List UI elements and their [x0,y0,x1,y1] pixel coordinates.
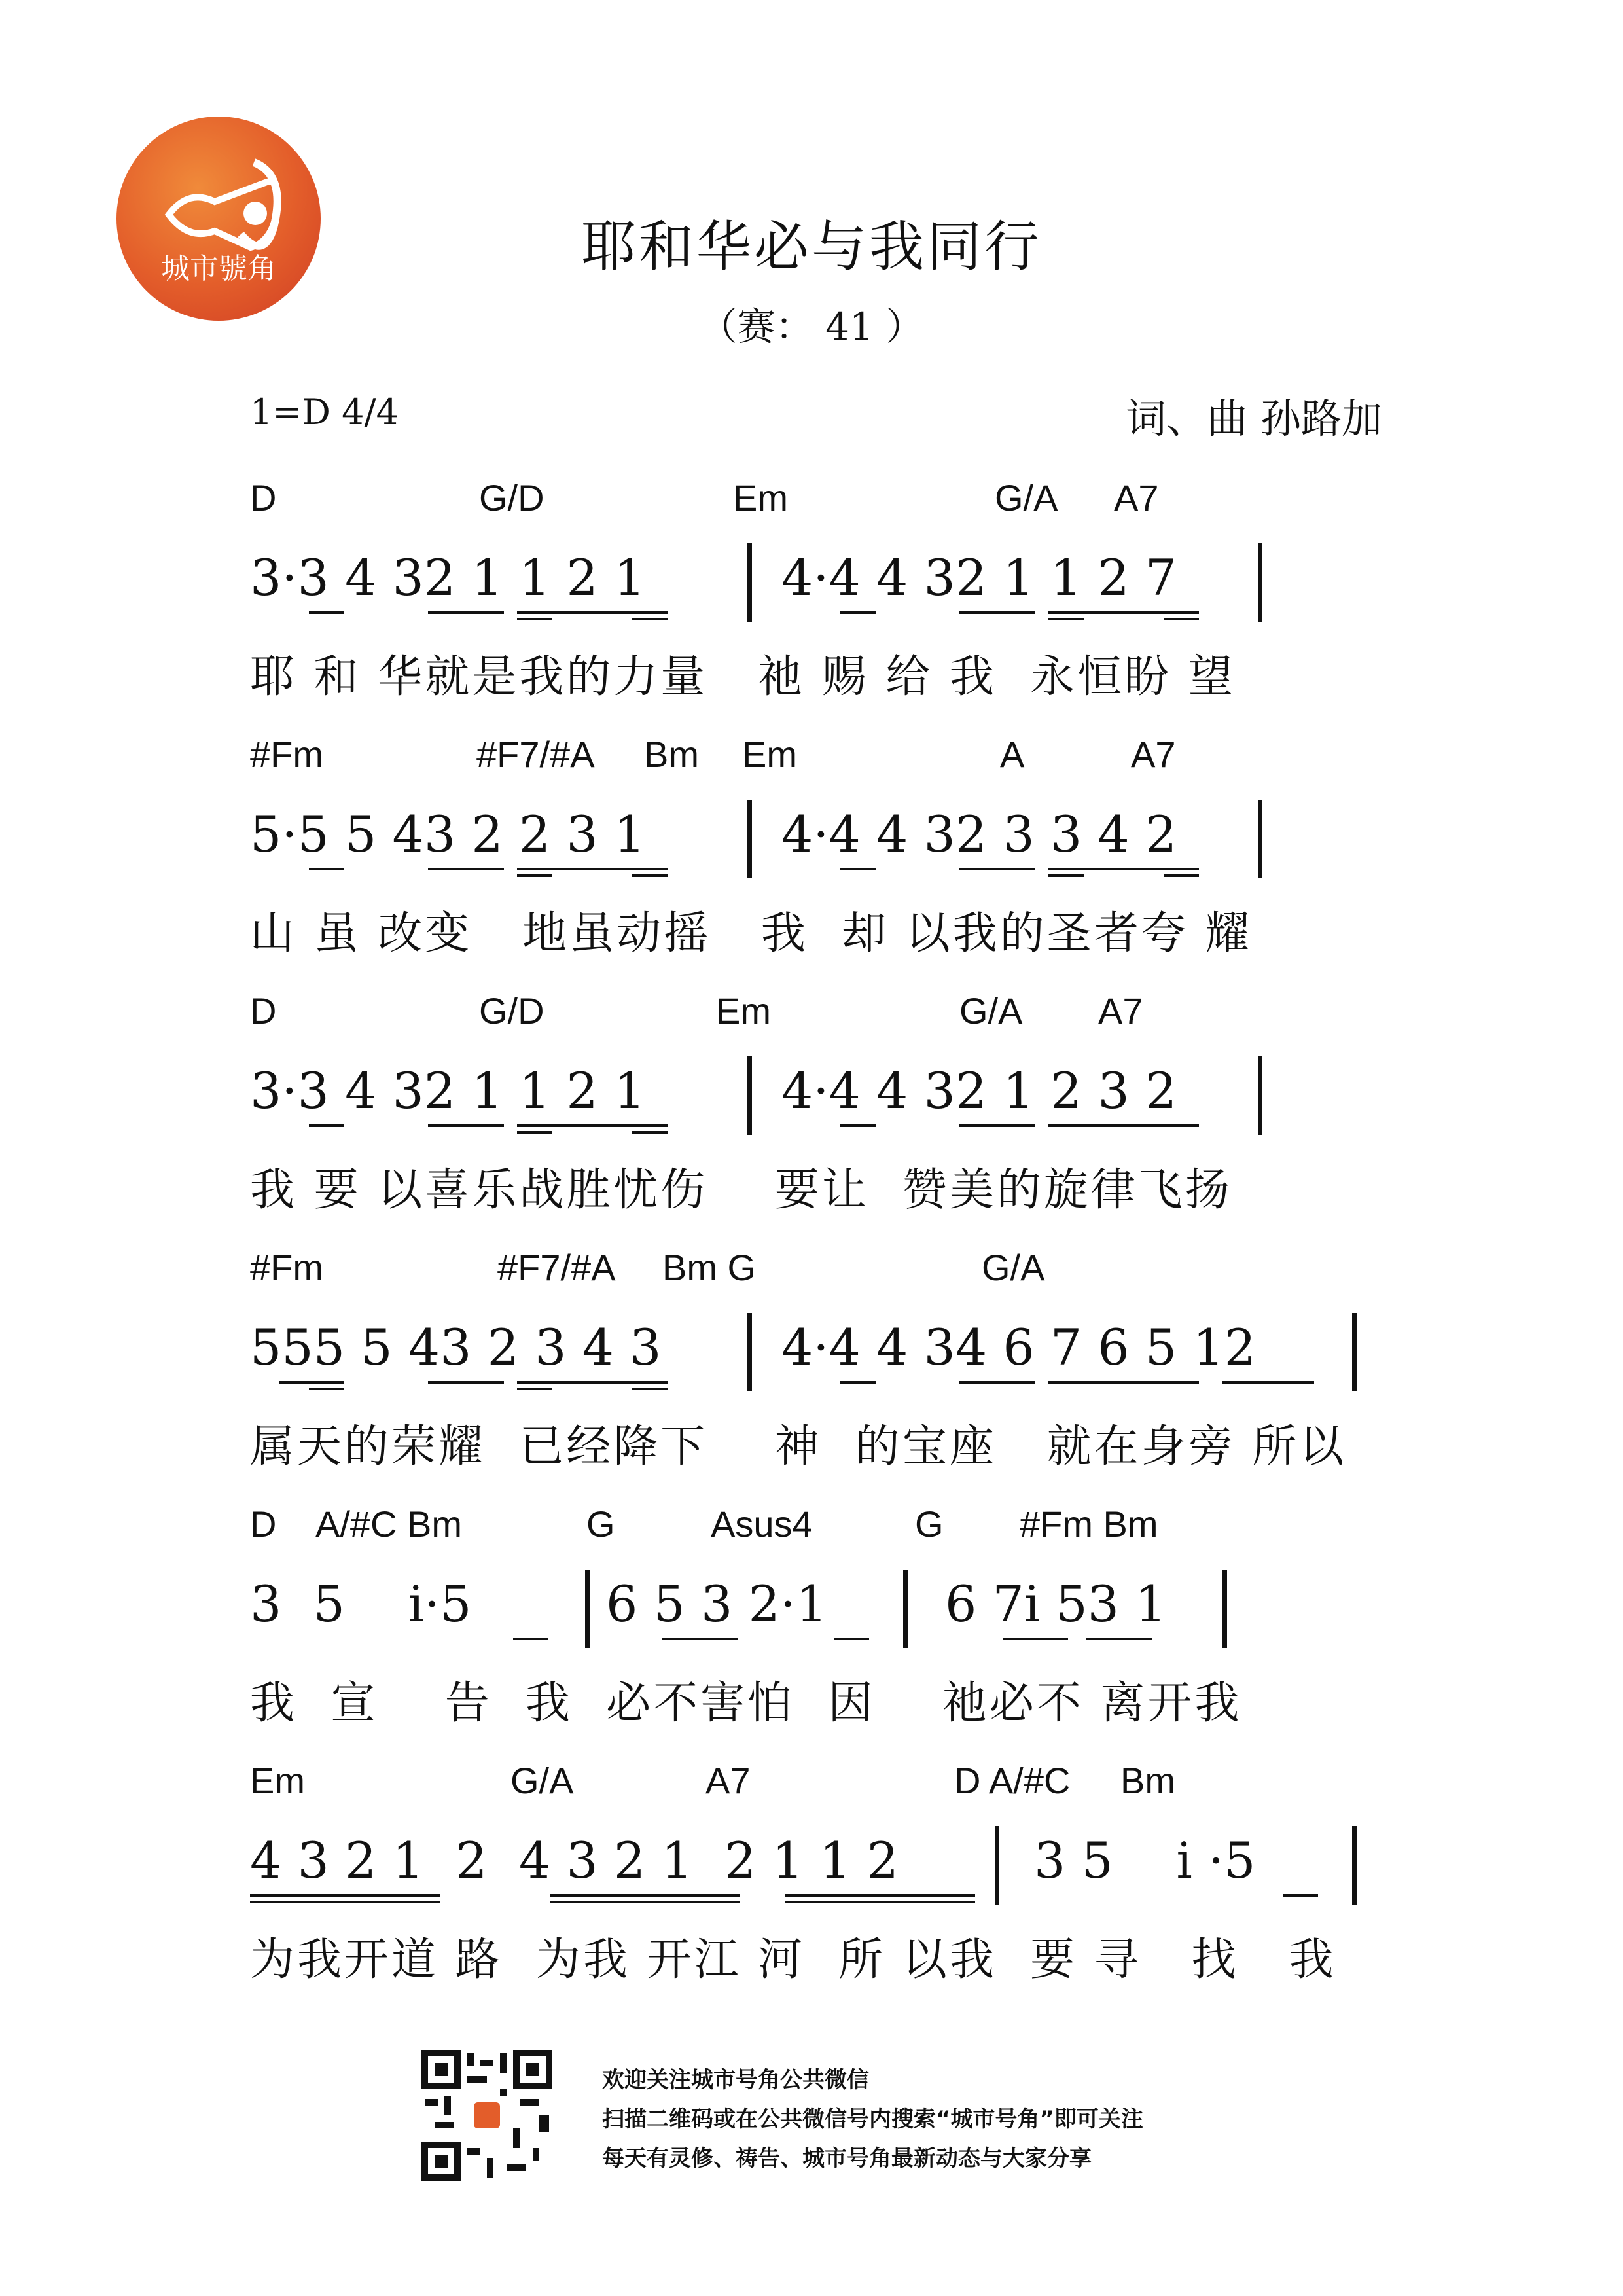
measure-notes: 5·5 5 43 2 2 3 1 [250,805,646,863]
barline [747,1313,752,1391]
measure-notes: 3 5 i ·5 [1034,1831,1256,1890]
barline [747,1056,752,1135]
underline [513,1638,548,1640]
underline [428,611,504,614]
chord: D [250,1503,277,1545]
barline [1222,1570,1227,1648]
underline [1003,1638,1068,1640]
chord: A7 [705,1760,751,1801]
underline [840,1124,876,1127]
underline [662,1638,738,1640]
chord: Asus4 [711,1503,813,1545]
notation-line [250,1062,1271,1134]
qr-code[interactable] [421,2050,552,2181]
lyric-line: 为我开道 路 为我 开江 河 所 以我 要 寻 找 我 [250,1934,1336,1986]
measure-notes: 6 7i 53 1 [945,1575,1167,1633]
footer-line: 扫描二维码或在公共微信号内搜索“城市号角”即可关注 [602,2106,1143,2132]
chord: G/D [479,990,544,1031]
underline [1048,1124,1199,1127]
barline [1258,800,1262,878]
barline [747,800,752,878]
underline [1048,618,1084,620]
barline [1352,1826,1357,1905]
barline [1258,1056,1262,1135]
chord: #F7/#A [476,734,595,775]
chord: #F7/#A [497,1247,616,1288]
barline [903,1570,908,1648]
chord: Em [716,990,771,1031]
lyric-line: 属天的荣耀 已经降下 神 的宝座 就在身旁 所以 [250,1421,1347,1473]
footer-line: 每天有灵修、祷告、城市号角最新动态与大家分享 [602,2145,1092,2172]
chord: G/A [982,1247,1045,1288]
underline [250,1894,440,1897]
lyric-line: 耶 和 华就是我的力量 祂 赐 给 我 永恒盼 望 [250,651,1236,703]
underline [517,611,668,614]
measure-notes: 3·3 4 32 1 1 2 1 [250,548,646,607]
chord: G [586,1503,615,1545]
measure-notes: 4 3 2 1 2 4 3 2 1 2 1 1 2 [250,1831,899,1890]
underline [959,868,1035,870]
notation-line [250,1831,1363,1903]
underline [632,1388,668,1390]
underline [1048,874,1084,877]
underline [1164,618,1199,620]
chord: G/D [479,477,544,518]
chord: Em [742,734,797,775]
underline [840,868,876,870]
underline [517,618,552,620]
underline [834,1638,869,1640]
underline [959,1124,1035,1127]
underline [517,1131,552,1134]
underline [517,1381,668,1384]
composer-credit: 词、曲 孙路加 [1126,395,1382,442]
underline [517,874,552,877]
notation-line [250,1318,1363,1390]
underline [428,868,504,870]
measure-notes: 3·3 4 32 1 1 2 1 [250,1062,646,1120]
underline [632,618,668,620]
underline [1164,874,1199,877]
underline [632,1131,668,1134]
underline [550,1901,740,1903]
notation-line [250,805,1271,877]
underline [840,1381,876,1384]
underline [785,1894,975,1897]
qr-code-icon [421,2050,552,2181]
underline [1048,611,1199,614]
song-title: 耶和华必与我同行 [580,215,1042,279]
chord: G/A [995,477,1058,518]
underline [428,1381,504,1384]
chord: D [250,990,277,1031]
underline [517,1388,552,1390]
underline [309,1124,344,1127]
chord: Em [733,477,788,518]
chord: D A/#C [954,1760,1071,1801]
chord: #Fm Bm [1020,1503,1158,1545]
underline [1222,1381,1314,1384]
measure-notes: 4·4 4 32 1 2 3 2 [781,1062,1177,1120]
measure-notes: 4·4 4 32 1 1 2 7 [781,548,1177,607]
chord: A7 [1131,734,1176,775]
barline [995,1826,999,1905]
chord: Bm [1120,1760,1175,1801]
underline [517,868,668,870]
chord: #Fm [250,1247,323,1288]
underline [1048,1381,1199,1384]
underline [550,1894,740,1897]
underline [959,611,1035,614]
underline [517,1124,668,1127]
chord: G/A [959,990,1023,1031]
underline [632,874,668,877]
underline [785,1901,975,1903]
barline [585,1570,590,1648]
underline [1086,1638,1152,1640]
underline [428,1124,504,1127]
chord: #Fm [250,734,323,775]
underline [959,1381,1035,1384]
barline [1258,543,1262,622]
measure-notes: 4·4 4 34 6 7 6 5 12 [781,1318,1257,1376]
chord: A7 [1098,990,1143,1031]
chord: Bm [644,734,699,775]
barline [1352,1313,1357,1391]
measure-notes: 6 5 3 2·1 [606,1575,828,1633]
underline [309,868,344,870]
underline [309,1388,344,1390]
chord: Bm G [662,1247,757,1288]
chord: G [915,1503,944,1545]
measure-notes: 4·4 4 32 3 3 4 2 [781,805,1177,863]
chord: A [1000,734,1025,775]
lyric-line: 山 虽 改变 地虽动摇 我 却 以我的圣者夸 耀 [250,908,1253,960]
chord: G/A [510,1760,574,1801]
underline [279,1381,344,1384]
measure-notes: 3 5 i·5 [250,1575,472,1633]
footer-line: 欢迎关注城市号角公共微信 [602,2067,869,2093]
barline [747,543,752,622]
measure-notes: 555 5 43 2 3 4 3 [250,1318,662,1376]
notation-line [250,548,1271,620]
chord: D [250,477,277,518]
scripture-reference: （赛： 41 ） [699,304,924,349]
underline [250,1901,440,1903]
underline [1283,1894,1318,1897]
key-time-signature: 1=D 4/4 [250,391,399,433]
chord: A/#C Bm [315,1503,463,1545]
underline [1048,868,1199,870]
lyric-line: 我 宣 告 我 必不害怕 因 祂必不 离开我 [250,1677,1242,1729]
logo-text: 城市號角 [161,252,276,285]
notation-line [250,1575,1232,1647]
lyric-line: 我 要 以喜乐战胜忧伤 要让 赞美的旋律飞扬 [250,1164,1232,1216]
underline [840,611,876,614]
chord: A7 [1114,477,1159,518]
chord: Em [250,1760,305,1801]
underline [309,611,344,614]
